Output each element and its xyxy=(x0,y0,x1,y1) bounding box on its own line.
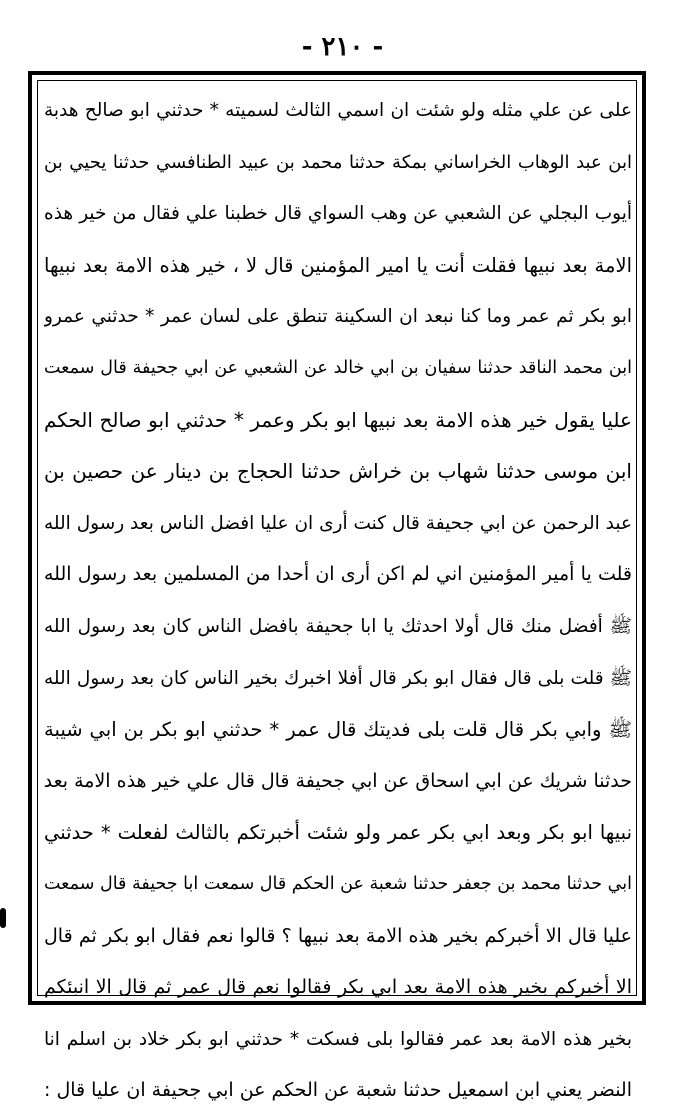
text-line-11: ﷺ أفضل منك قال أولا احدثك يا ابا جحيفة بافضل الناس كان بعد رسول الله xyxy=(44,615,632,637)
text-line-10: قلت يا أمير المؤمنين اني لم اكن أرى ان أحدا من المسلمين بعد رسول الله xyxy=(44,563,632,586)
page-number: - ٢١٠ - xyxy=(301,32,384,62)
text-line-9: عبد الرحمن عن ابي جحيفة قال كنت أرى ان عليا افضل الناس بعد رسول الله xyxy=(44,512,632,534)
text-line-13: ﷺ وابي بكر قال قلت بلى فديتك قال عمر * حدثني ابو بكر بن ابي شيبة xyxy=(44,718,632,742)
text-line-6: ابن محمد الناقد حدثنا سفيان بن ابي خالد عن الشعبي عن ابي جحيفة قال سمعت xyxy=(44,357,632,378)
body-text xyxy=(44,85,632,1117)
text-line-14: حدثنا شريك عن ابي اسحاق عن ابي جحيفة قال قال علي خير هذه الامة بعد xyxy=(44,769,632,792)
text-line-20: النضر يعني ابن اسمعيل حدثنا شعبة عن الحكم عن ابي جحيفة ان عليا قال : xyxy=(44,1079,632,1102)
text-line-17: عليا قال الا أخبركم بخير هذه الامة بعد نبيها ؟ قالوا نعم فقال ابو بكر ثم قال xyxy=(44,924,632,947)
text-line-1: على عن علي مثله ولو شئت ان اسمي الثالث لسميته * حدثني ابو صالح هدبة xyxy=(44,100,632,121)
text-line-2: ابن عبد الوهاب الخراساني بمكة حدثنا محمد بن عبيد الطنافسي حدثنا يحيي بن xyxy=(44,151,632,173)
page-frame xyxy=(28,71,646,1102)
text-line-15: نبيها ابو بكر وبعد ابي بكر عمر ولو شئت أخبرتكم بالثالث لفعلت * حدثني xyxy=(44,821,632,845)
text-line-5: ابو بكر ثم عمر وما كنا نبعد ان السكينة تنطق على لسان عمر * حدثني عمرو xyxy=(44,306,632,328)
scan-edge-mark xyxy=(0,908,6,928)
text-line-12: ﷺ قلت بلى قال فقال ابو بكر قال أفلا اخبرك بخير الناس كان بعد رسول الله xyxy=(44,667,632,689)
text-line-4: الامة بعد نبيها فقلت أنت يا امير المؤمنين قال لا ، خير هذه الامة بعد نبيها xyxy=(44,253,632,277)
text-line-19: بخير هذه الامة بعد عمر فقالوا بلى فسكت * حدثني ابو بكر خلاد بن اسلم انا xyxy=(44,1028,632,1050)
text-line-16: ابي حدثنا محمد بن جعفر حدثنا شعبة عن الحكم قال سمعت ابا جحيفة قال سمعت xyxy=(44,873,632,894)
text-line-8: ابن موسى حدثنا شهاب بن خراش حدثنا الحجاج بن دينار عن حصين بن xyxy=(44,459,632,484)
text-line-18: الا أخبركم بخير هذه الامة بعد ابي بكر فقالوا نعم قال عمر ثم قال الا انبئكم xyxy=(44,976,632,999)
text-line-7: عليا يقول خير هذه الامة بعد نبيها ابو بكر وعمر * حدثني ابو صالح الحكم xyxy=(44,407,632,432)
text-line-3: أيوب البجلي عن الشعبي عن وهب السواي قال خطبنا علي فقال من خير هذه xyxy=(44,203,632,225)
